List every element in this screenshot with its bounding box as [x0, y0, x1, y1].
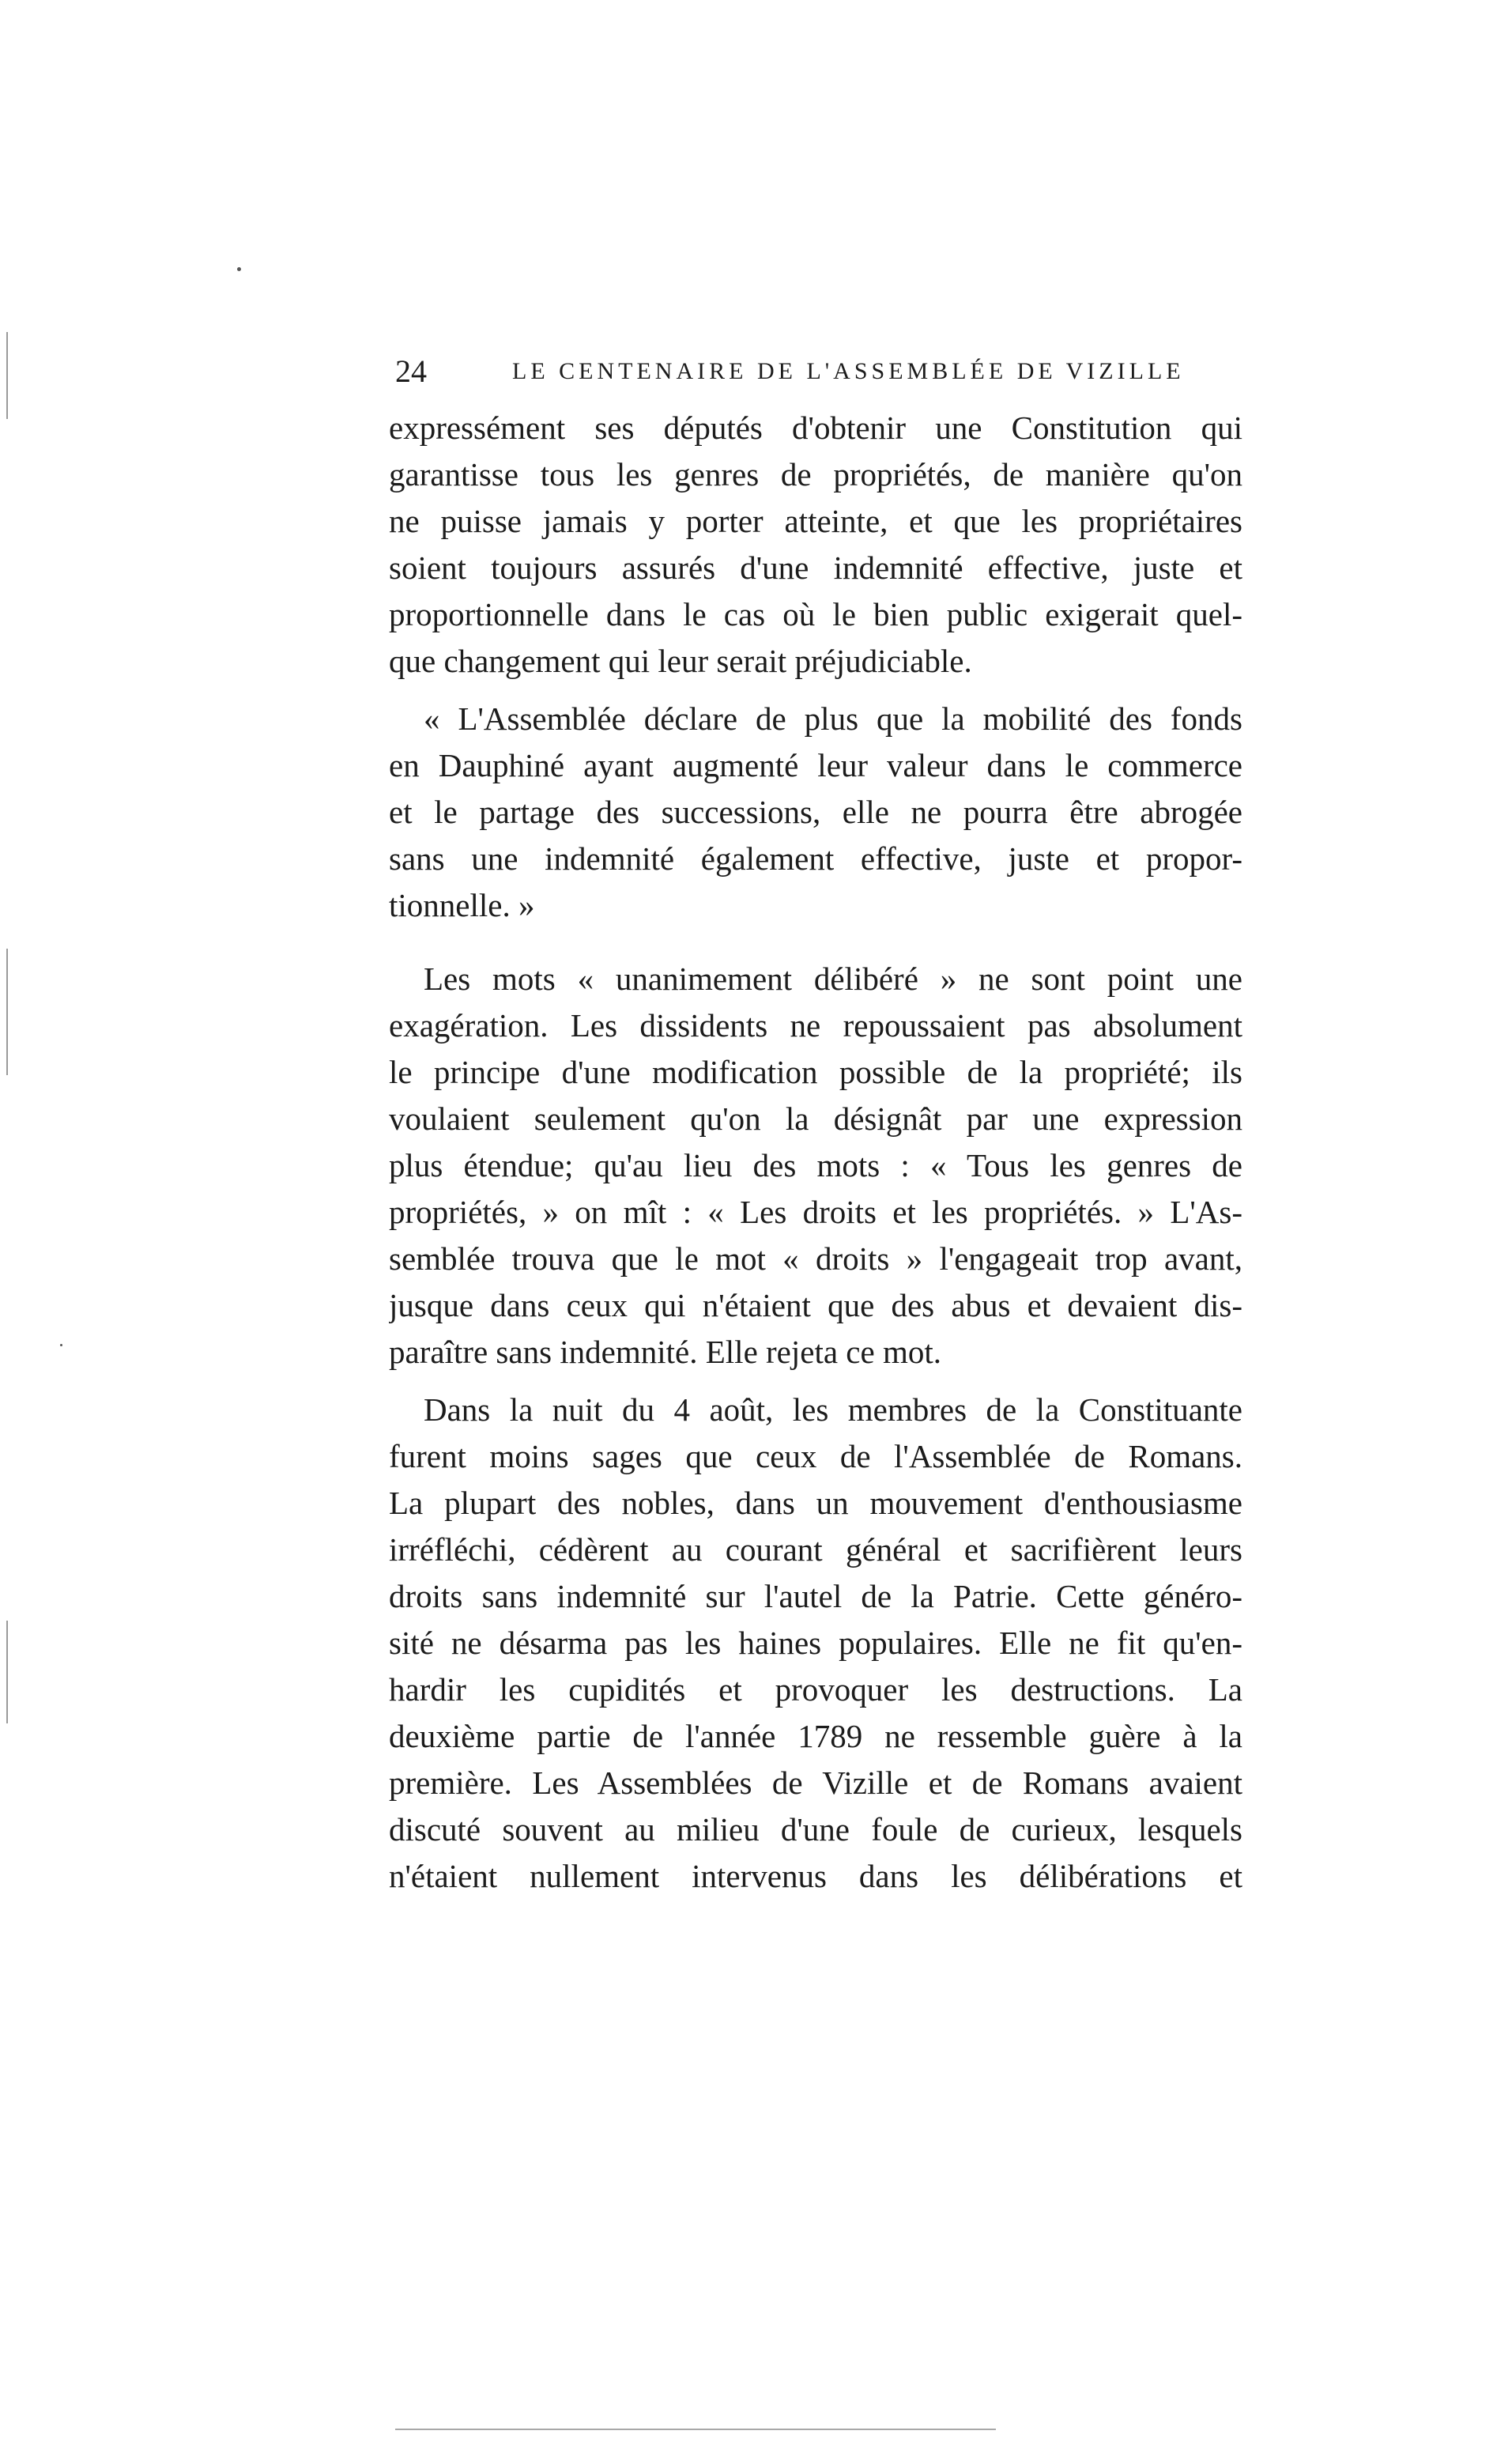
- page-number: 24: [395, 353, 427, 389]
- text-line: et le partage des successions, elle ne pourra être abrogée: [389, 794, 1242, 830]
- scan-edge-mark: [6, 949, 8, 1075]
- text-line: sans une indemnité également effective, juste et propor-: [389, 840, 1242, 877]
- text-line: Les mots « unanimement délibéré » ne sont point une: [424, 961, 1242, 997]
- scan-edge-mark: [6, 1621, 8, 1723]
- text-line: deuxième partie de l'année 1789 ne ressemble guère à la: [389, 1718, 1242, 1754]
- text-line: « L'Assemblée déclare de plus que la mobilité des fonds: [424, 700, 1242, 737]
- text-line: sité ne désarma pas les haines populaires. Elle ne fit qu'en-: [389, 1625, 1242, 1661]
- text-line: plus étendue; qu'au lieu des mots : « Tous les genres de: [389, 1147, 1242, 1183]
- text-line: le principe d'une modification possible de la propriété; ils: [389, 1054, 1242, 1090]
- text-line: ne puisse jamais y porter atteinte, et que les propriétaires: [389, 503, 1242, 539]
- text-line: La plupart des nobles, dans un mouvement d'enthousiasme: [389, 1485, 1242, 1521]
- text-line: expressément ses députés d'obtenir une Constitution qui: [389, 410, 1242, 446]
- text-line: que changement qui leur serait préjudiciable.: [389, 643, 972, 679]
- text-line: hardir les cupidités et provoquer les destructions. La: [389, 1671, 1242, 1708]
- text-line: première. Les Assemblées de Vizille et de Romans avaient: [389, 1765, 1242, 1801]
- body-text: [389, 405, 1242, 1900]
- text-line: proportionnelle dans le cas où le bien public exigerait quel-: [389, 596, 1242, 632]
- text-line: furent moins sages que ceux de l'Assemblée de Romans.: [389, 1438, 1242, 1474]
- running-title: LE CENTENAIRE DE L'ASSEMBLÉE DE VIZILLE: [512, 358, 1185, 384]
- text-line: soient toujours assurés d'une indemnité effective, juste et: [389, 549, 1242, 586]
- text-line: discuté souvent au milieu d'une foule de curieux, lesquels: [389, 1811, 1242, 1848]
- text-line: droits sans indemnité sur l'autel de la Patrie. Cette généro-: [389, 1578, 1242, 1614]
- text-line: n'étaient nullement intervenus dans les délibérations et: [389, 1858, 1242, 1894]
- text-line: propriétés, » on mît : « Les droits et les propriétés. » L'As-: [389, 1194, 1242, 1230]
- text-line: tionnelle. »: [389, 887, 535, 923]
- text-line: jusque dans ceux qui n'étaient que des abus et devaient dis-: [389, 1287, 1242, 1323]
- page-header: [395, 348, 1241, 395]
- text-line: voulaient seulement qu'on la désignât par une expression: [389, 1100, 1242, 1137]
- text-line: garantisse tous les genres de propriétés, de manière qu'on: [389, 456, 1242, 493]
- text-line: paraître sans indemnité. Elle rejeta ce mot.: [389, 1334, 941, 1370]
- text-line: Dans la nuit du 4 août, les membres de la Constituante: [424, 1391, 1242, 1428]
- scan-speck: [60, 1344, 62, 1346]
- scan-speck: [237, 267, 241, 271]
- scan-bottom-edge: [395, 2429, 996, 2430]
- text-line: semblée trouva que le mot « droits » l'engageait trop avant,: [389, 1240, 1242, 1277]
- text-line: irréfléchi, cédèrent au courant général et sacrifièrent leurs: [389, 1531, 1242, 1568]
- text-line: en Dauphiné ayant augmenté leur valeur dans le commerce: [389, 747, 1242, 783]
- scan-edge-mark: [6, 332, 8, 419]
- text-line: exagération. Les dissidents ne repoussaient pas absolument: [389, 1007, 1242, 1044]
